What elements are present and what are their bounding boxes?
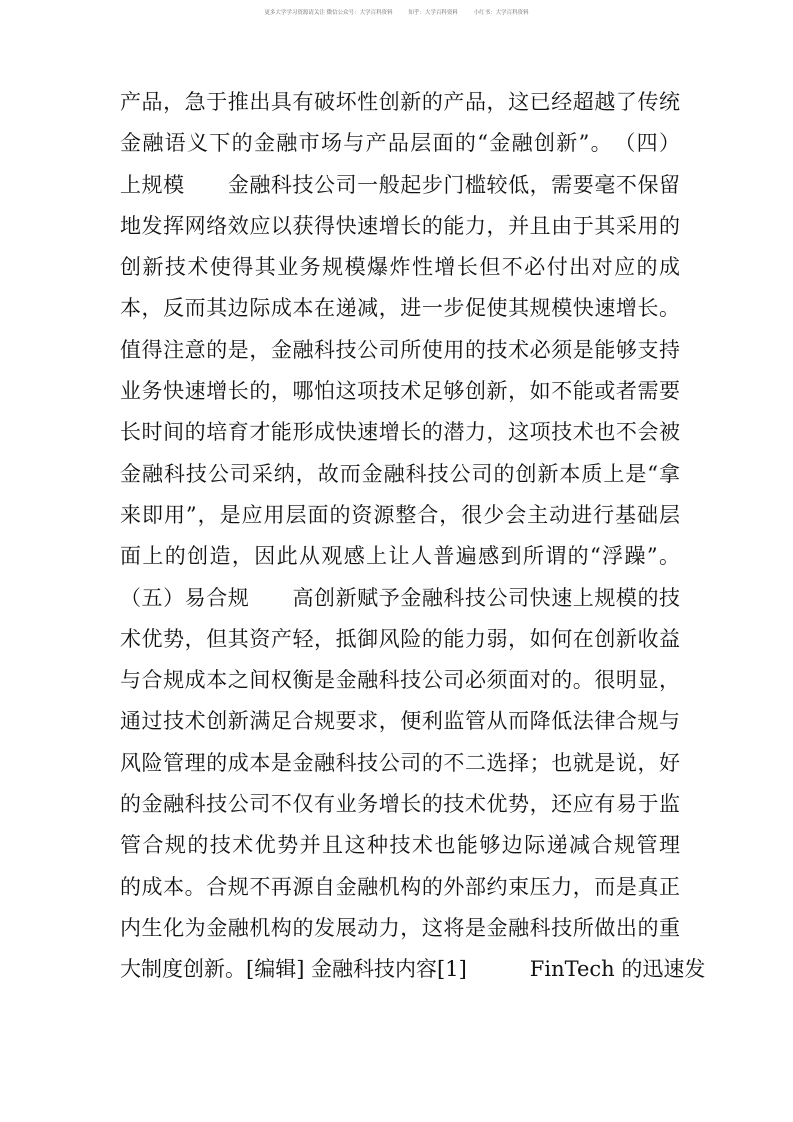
text-line: 来即用”，是应用层面的资源整合，很少会主动进行基础层 bbox=[120, 502, 680, 527]
text-line: 业务快速增长的，哪怕这项技术足够创新，如不能或者需要 bbox=[120, 379, 680, 404]
text-line: 与合规成本之间权衡是金融科技公司必须面对的。很明显， bbox=[120, 668, 680, 693]
text-line: 金融语义下的金融市场与产品层面的“金融创新”。 （四） bbox=[120, 131, 680, 156]
text-line: 金融科技公司采纳，故而金融科技公司的创新本质上是“拿 bbox=[120, 461, 680, 486]
text-line: 产品，急于推出具有破坏性创新的产品，这已经超越了传统 bbox=[120, 90, 680, 114]
text-line: （五）易合规 高创新赋予金融科技公司快速上规模的技 bbox=[120, 585, 680, 610]
text-line: 本，反而其边际成本在递减，进一步促使其规模快速增长。 bbox=[120, 296, 680, 321]
header-wechat-note: 更多大学学习资源请关注 微信公众号：大学百科资料 bbox=[264, 10, 393, 16]
text-line: 值得注意的是，金融科技公司所使用的技术必须是能够支持 bbox=[120, 337, 680, 362]
text-line: 风险管理的成本是金融科技公司的不二选择；也就是说，好 bbox=[120, 750, 680, 775]
text-line: 大制度创新。[编辑] 金融科技内容[1] FinTech 的迅速发 bbox=[120, 957, 706, 982]
document-body bbox=[120, 82, 706, 991]
header-zhihu-note: 知乎：大学百科资料 bbox=[408, 10, 458, 16]
text-line: 的成本。合规不再源自金融机构的外部约束压力，而是真正 bbox=[120, 874, 680, 899]
text-line: 长时间的培育才能形成快速增长的潜力，这项技术也不会被 bbox=[120, 420, 680, 445]
text-line: 术优势，但其资产轻，抵御风险的能力弱，如何在创新收益 bbox=[120, 626, 680, 651]
text-line: 面上的创造，因此从观感上让人普遍感到所谓的“浮躁”。 bbox=[120, 544, 680, 569]
text-line: 的金融科技公司不仅有业务增长的技术优势，还应有易于监 bbox=[120, 792, 680, 817]
text-line: 内生化为金融机构的发展动力，这将是金融科技所做出的重 bbox=[120, 915, 680, 940]
text-line: 管合规的技术优势并且这种技术也能够边际递减合规管理 bbox=[120, 833, 680, 858]
header-xiaohongshu-note: 小红书：大学百科资料 bbox=[473, 10, 529, 16]
text-line: 上规模 金融科技公司一般起步门槛较低，需要毫不保留 bbox=[120, 172, 680, 197]
page-header bbox=[0, 8, 793, 16]
text-line: 地发挥网络效应以获得快速增长的能力，并且由于其采用的 bbox=[120, 213, 680, 238]
text-line: 通过技术创新满足合规要求，便利监管从而降低法律合规与 bbox=[120, 709, 680, 734]
text-line: 创新技术使得其业务规模爆炸性增长但不必付出对应的成 bbox=[120, 255, 680, 280]
